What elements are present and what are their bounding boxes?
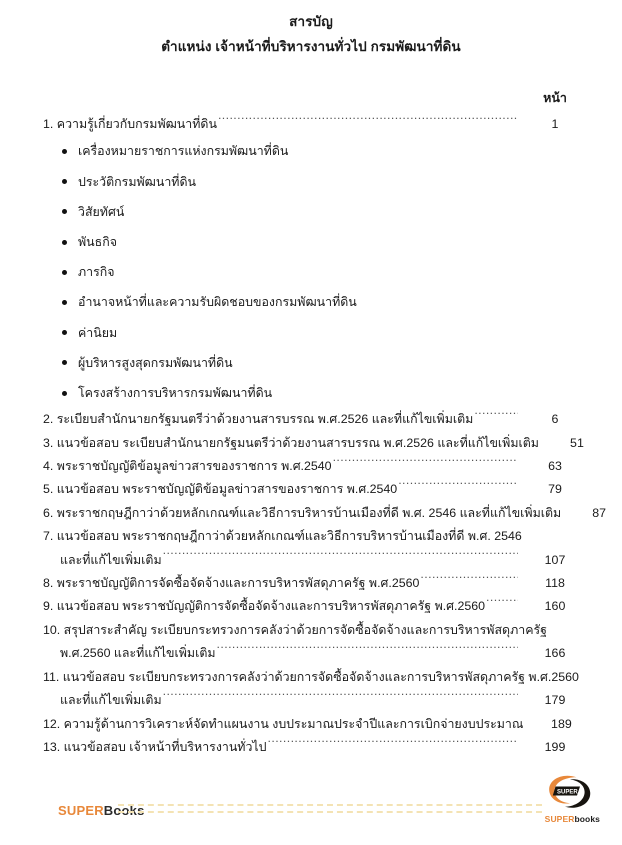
toc-leader-dots bbox=[548, 620, 586, 634]
logo-wordmark-super: SUPER bbox=[544, 814, 575, 824]
toc-leader-dots bbox=[420, 573, 518, 587]
superbooks-logo bbox=[524, 775, 600, 825]
toc-entry-title: 7. แนวข้อสอบ พระราชกฤษฎีกาว่าด้วยหลักเกณฑ์และวิธีการบริหารบ้านเมืองที่ดี พ.ศ. 2546 bbox=[43, 529, 522, 544]
bullet-label: ค่านิยม bbox=[78, 325, 118, 340]
toc-entry-title: 3. แนวข้อสอบ ระเบียบสำนักนายกรัฐมนตรีว่าด้วยงานสารบรรณ พ.ศ.2526 และที่แก้ไขเพิ่มเติม bbox=[43, 435, 539, 450]
toc-leader-dots bbox=[474, 409, 518, 423]
toc-entry[interactable] bbox=[0, 666, 622, 713]
toc-entry[interactable] bbox=[0, 713, 622, 736]
bullet-icon bbox=[62, 209, 67, 214]
toc-entry-page: 166 bbox=[544, 646, 566, 661]
bullet-icon bbox=[62, 179, 67, 184]
list-item bbox=[0, 287, 622, 317]
bullet-icon bbox=[62, 270, 67, 275]
list-item bbox=[0, 318, 622, 348]
toc-entry-title-cont: พ.ศ.2560 และที่แก้ไขเพิ่มเติม bbox=[60, 646, 216, 661]
toc-entry-page: 118 bbox=[545, 576, 565, 591]
logo-wordmark-books: books bbox=[574, 814, 600, 824]
bullet-icon bbox=[62, 330, 67, 335]
toc-entry[interactable] bbox=[0, 619, 622, 666]
toc-entry-title-cont: และที่แก้ไขเพิ่มเติม bbox=[60, 552, 162, 567]
bullet-icon bbox=[62, 300, 67, 305]
toc-entry-title: 5. แนวข้อสอบ พระราชบัญญัติข้อมูลข่าวสารของราชการ พ.ศ.2540 bbox=[43, 482, 398, 497]
page-column-header bbox=[0, 88, 622, 106]
bullet-label: วิสัยทัศน์ bbox=[78, 204, 125, 219]
bullet-label: อำนาจหน้าที่และความรับผิดชอบของกรมพัฒนาที่ดิน bbox=[78, 295, 357, 310]
logo-wordmark bbox=[545, 814, 600, 824]
page-title: สารบัญ bbox=[289, 14, 333, 29]
toc-entry-page: 179 bbox=[544, 693, 566, 708]
page-subtitle: ตำแหน่ง เจ้าหน้าที่บริหารงานทั่วไป กรมพัฒนาที่ดิน bbox=[161, 39, 461, 54]
toc-leader-dots bbox=[523, 526, 586, 540]
bullet-label: เครื่องหมายราชการแห่งกรมพัฒนาที่ดิน bbox=[78, 144, 289, 159]
toc-entry-page: 63 bbox=[548, 459, 562, 474]
toc-leader-dots bbox=[163, 550, 518, 564]
footer-brand-super: SUPER bbox=[58, 803, 104, 818]
toc-entry-title: 11. แนวข้อสอบ ระเบียบกระทรวงการคลังว่าด้วยการจัดซื้อจัดจ้างและการบริหารพัสดุภาครัฐ พ.ศ.2560 bbox=[43, 669, 579, 684]
list-item bbox=[0, 378, 622, 408]
toc-entry[interactable] bbox=[0, 455, 622, 478]
toc-entry[interactable] bbox=[0, 525, 622, 572]
page-column-label: หน้า bbox=[543, 91, 567, 105]
bullet-icon bbox=[62, 240, 67, 245]
toc-entry-title: 2. ระเบียบสำนักนายกรัฐมนตรีว่าด้วยงานสารบรรณ พ.ศ.2526 และที่แก้ไขเพิ่มเติม bbox=[43, 412, 474, 427]
swoosh-logo-icon bbox=[546, 775, 592, 809]
toc-entry-page: 51 bbox=[570, 435, 584, 450]
toc-leader-dots bbox=[580, 667, 586, 681]
list-item bbox=[0, 227, 622, 257]
toc-entry[interactable] bbox=[0, 572, 622, 595]
footer-divider bbox=[118, 804, 542, 813]
toc-entry-page: 107 bbox=[544, 552, 566, 567]
bullet-icon bbox=[62, 391, 67, 396]
svg-text:SUPER: SUPER bbox=[557, 789, 578, 796]
toc-leader-dots bbox=[217, 643, 518, 657]
toc-entry-page: 199 bbox=[544, 739, 566, 754]
bullet-label: ประวัติกรมพัฒนาที่ดิน bbox=[78, 174, 196, 189]
toc-entry[interactable] bbox=[0, 595, 622, 618]
list-item bbox=[0, 257, 622, 287]
toc-leader-dots bbox=[333, 456, 518, 470]
toc-leader-dots bbox=[268, 737, 518, 751]
toc-entry-title: 1. ความรู้เกี่ยวกับกรมพัฒนาที่ดิน bbox=[43, 117, 217, 131]
toc-leader-dots bbox=[218, 114, 518, 128]
document-footer bbox=[0, 771, 622, 829]
bullet-icon bbox=[62, 360, 67, 365]
toc-entry-title: 12. ความรู้ด้านการวิเคราะห์จัดทำแผนงาน งบประมาณประจำปีและการเบิกจ่ายงบประมาณ bbox=[43, 716, 524, 731]
bullet-icon bbox=[62, 149, 67, 154]
toc-entry-title: 10. สรุปสาระสำคัญ ระเบียบกระทรวงการคลังว่าด้วยการจัดซื้อจัดจ้างและการบริหารพัสดุภาครัฐ bbox=[43, 622, 547, 637]
toc-entry-title: 6. พระราชกฤษฎีกาว่าด้วยหลักเกณฑ์และวิธีการบริหารบ้านเมืองที่ดี พ.ศ. 2546 และที่แก้ไขเพิ่มเติม bbox=[43, 505, 562, 520]
footer-brand-books: Books bbox=[103, 803, 145, 818]
toc-entry-page: 79 bbox=[548, 482, 562, 497]
table-of-contents bbox=[0, 113, 622, 759]
toc-leader-dots bbox=[163, 690, 518, 704]
document-header bbox=[0, 0, 622, 59]
toc-entry-title: 4. พระราชบัญญัติข้อมูลข่าวสารของราชการ พ.ศ.2540 bbox=[43, 459, 332, 474]
toc-bullet-list bbox=[0, 136, 622, 408]
bullet-label: ภารกิจ bbox=[78, 265, 115, 280]
toc-leader-dots bbox=[486, 596, 518, 610]
toc-entry[interactable] bbox=[0, 502, 622, 525]
toc-entry[interactable] bbox=[0, 432, 622, 455]
toc-entry-page: 1 bbox=[551, 117, 559, 131]
list-item bbox=[0, 348, 622, 378]
list-item bbox=[0, 136, 622, 166]
toc-entry-page: 160 bbox=[544, 599, 566, 614]
toc-leader-dots bbox=[398, 479, 518, 493]
bullet-label: โครงสร้างการบริหารกรมพัฒนาที่ดิน bbox=[78, 386, 273, 401]
bullet-label: ผู้บริหารสูงสุดกรมพัฒนาที่ดิน bbox=[78, 355, 233, 370]
toc-entry[interactable] bbox=[0, 478, 622, 501]
toc-entry-page: 189 bbox=[551, 716, 572, 731]
bullet-label: พันธกิจ bbox=[78, 235, 117, 250]
toc-entry-page: 87 bbox=[592, 505, 607, 520]
toc-entry-title: 13. แนวข้อสอบ เจ้าหน้าที่บริหารงานทั่วไป bbox=[43, 739, 267, 754]
toc-entry-title-cont: และที่แก้ไขเพิ่มเติม bbox=[60, 693, 162, 708]
toc-entry[interactable] bbox=[0, 736, 622, 759]
toc-entry[interactable] bbox=[0, 113, 622, 136]
toc-entry[interactable] bbox=[0, 408, 622, 431]
list-item bbox=[0, 197, 622, 227]
list-item bbox=[0, 167, 622, 197]
toc-entry-title: 8. พระราชบัญญัติการจัดซื้อจัดจ้างและการบริหารพัสดุภาครัฐ พ.ศ.2560 bbox=[43, 576, 420, 591]
toc-entry-title: 9. แนวข้อสอบ พระราชบัญญัติการจัดซื้อจัดจ้างและการบริหารพัสดุภาครัฐ พ.ศ.2560 bbox=[43, 599, 486, 614]
toc-entry-page: 6 bbox=[551, 412, 559, 427]
